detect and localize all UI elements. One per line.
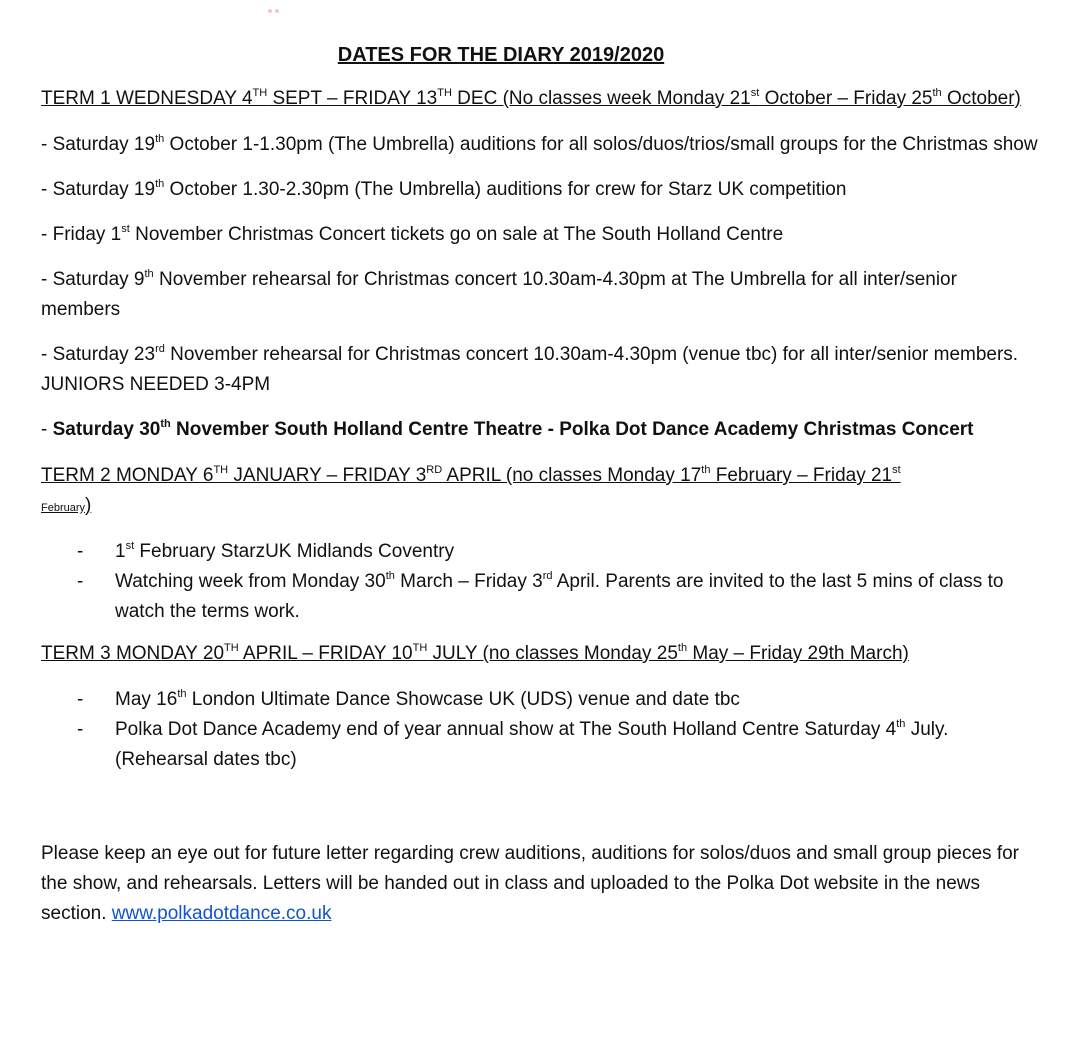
decorative-dots	[268, 0, 288, 6]
page-title: DATES FOR THE DIARY 2019/2020	[337, 44, 665, 66]
website-link[interactable]: www.polkadotdance.co.uk	[111, 903, 332, 924]
list-item: - Watching week from Monday 30th March – Friday 3rd April. Parents are invited to the last 5 mins of class to watch the terms work.	[41, 567, 1041, 627]
list-item: - 1st February StarzUK Midlands Coventry	[41, 537, 1041, 567]
list-item: - Saturday 19th October 1.30-2.30pm (The Umbrella) auditions for crew for Starz UK competition	[41, 178, 847, 200]
list-item: - Saturday 9th November rehearsal for Christmas concert 10.30am-4.30pm at The Umbrella for all inter/senior members	[41, 268, 957, 320]
list-item: - May 16th London Ultimate Dance Showcase UK (UDS) venue and date tbc	[41, 685, 1041, 715]
term-2-list	[41, 537, 1041, 627]
list-item: - Polka Dot Dance Academy end of year annual show at The South Holland Centre Saturday 4th July. (Rehearsal dates tbc)	[41, 715, 1041, 775]
term-2-heading: TERM 2 MONDAY 6TH JANUARY – FRIDAY 3RD APRIL (no classes Monday 17th February – Friday 21st February)	[41, 464, 901, 516]
footer-note: Please keep an eye out for future letter regarding crew auditions, auditions for solos/duos and small group pieces for the show, and rehearsals. Letters will be handed out in class and uploaded to the Polka Dot website in the news section. www.polkadotdance.co.uk	[41, 843, 1020, 924]
list-item: - Saturday 19th October 1-1.30pm (The Umbrella) auditions for all solos/duos/trios/small groups for the Christmas show	[41, 133, 1038, 155]
term-3-heading: TERM 3 MONDAY 20TH APRIL – FRIDAY 10TH JULY (no classes Monday 25th May – Friday 29th March)	[41, 642, 909, 664]
list-item-concert: - Saturday 30th November South Holland Centre Theatre - Polka Dot Dance Academy Christmas Concert	[41, 418, 974, 440]
term-3-list	[41, 685, 1041, 775]
term-1-heading: TERM 1 WEDNESDAY 4TH SEPT – FRIDAY 13TH DEC (No classes week Monday 21st October – Friday 25th October)	[41, 87, 1021, 109]
list-item: - Saturday 23rd November rehearsal for Christmas concert 10.30am-4.30pm (venue tbc) for all inter/senior members. JUNIORS NEEDED 3-4PM	[41, 343, 1019, 395]
document-page	[41, 40, 1041, 929]
list-item: - Friday 1st November Christmas Concert tickets go on sale at The South Holland Centre	[41, 223, 784, 245]
